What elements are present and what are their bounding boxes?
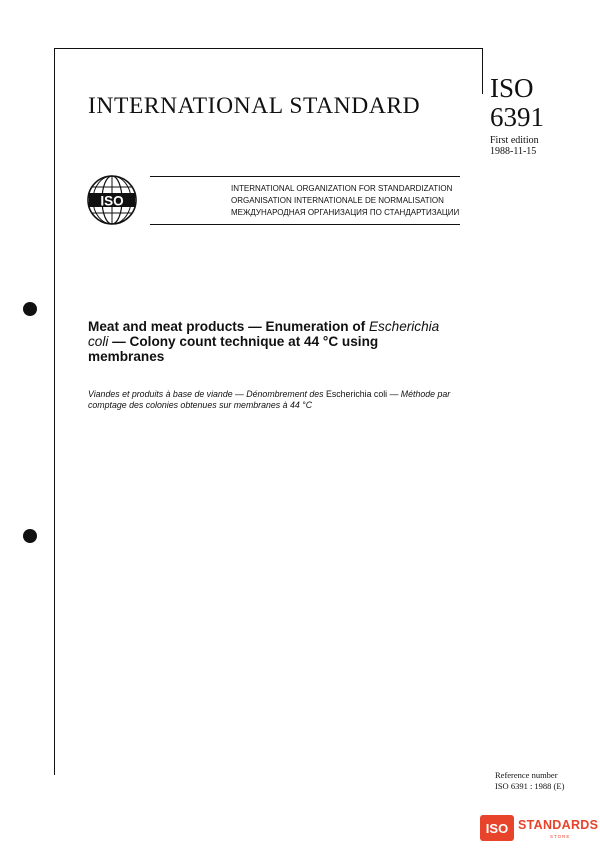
- cover-frame: [54, 48, 483, 775]
- title-french: [88, 389, 458, 411]
- org-name-ru: МЕЖДУНАРОДНАЯ ОРГАНИЗАЦИЯ ПО СТАНДАРТИЗАЦИИ: [231, 208, 460, 217]
- title-fr-organism: Escherichia coli: [326, 389, 388, 399]
- title-fr-part2: — Méthode par comptage des colonies obtenues sur membranes à 44 °C: [88, 389, 451, 410]
- standard-code: 6391: [490, 102, 544, 132]
- title-en-part1: Meat and meat products — Enumeration of: [88, 319, 369, 334]
- logo-text: ISO: [100, 193, 124, 209]
- org-rule-top: [150, 176, 460, 177]
- standard-number: [490, 74, 544, 132]
- org-name-fr: ORGANISATION INTERNATIONALE DE NORMALISATION: [231, 196, 444, 205]
- badge-standards-text: STANDARDS: [518, 818, 599, 832]
- edition-date: 1988-11-15: [490, 146, 537, 157]
- reference-number: [495, 770, 564, 792]
- badge-store-text: STORE: [550, 834, 571, 839]
- store-badge[interactable]: [480, 815, 599, 841]
- title-english: [88, 319, 458, 364]
- title-fr-part1: Viandes et produits à base de viande — Dénombrement des: [88, 389, 326, 399]
- document-type-title: INTERNATIONAL STANDARD: [88, 93, 421, 119]
- reference-value: ISO 6391 : 1988 (E): [495, 781, 565, 791]
- punch-hole-bottom: [23, 529, 37, 543]
- badge-iso-text: ISO: [485, 821, 509, 836]
- edition-label: First edition: [490, 135, 539, 146]
- org-rule-bottom: [150, 224, 460, 225]
- iso-badge-icon: [480, 815, 514, 841]
- organization-names: [231, 183, 459, 219]
- reference-label: Reference number: [495, 770, 558, 780]
- frame-right-edge: [482, 48, 483, 94]
- title-en-organism: Escherichia coli: [88, 319, 440, 349]
- iso-globe-logo-icon: [86, 174, 138, 226]
- edition-info: [490, 135, 539, 157]
- punch-hole-top: [23, 302, 37, 316]
- title-en-part2: — Colony count technique at 44 °C using membranes: [88, 334, 379, 364]
- standard-prefix: ISO: [490, 73, 534, 103]
- org-name-en: INTERNATIONAL ORGANIZATION FOR STANDARDIZATION: [231, 184, 453, 193]
